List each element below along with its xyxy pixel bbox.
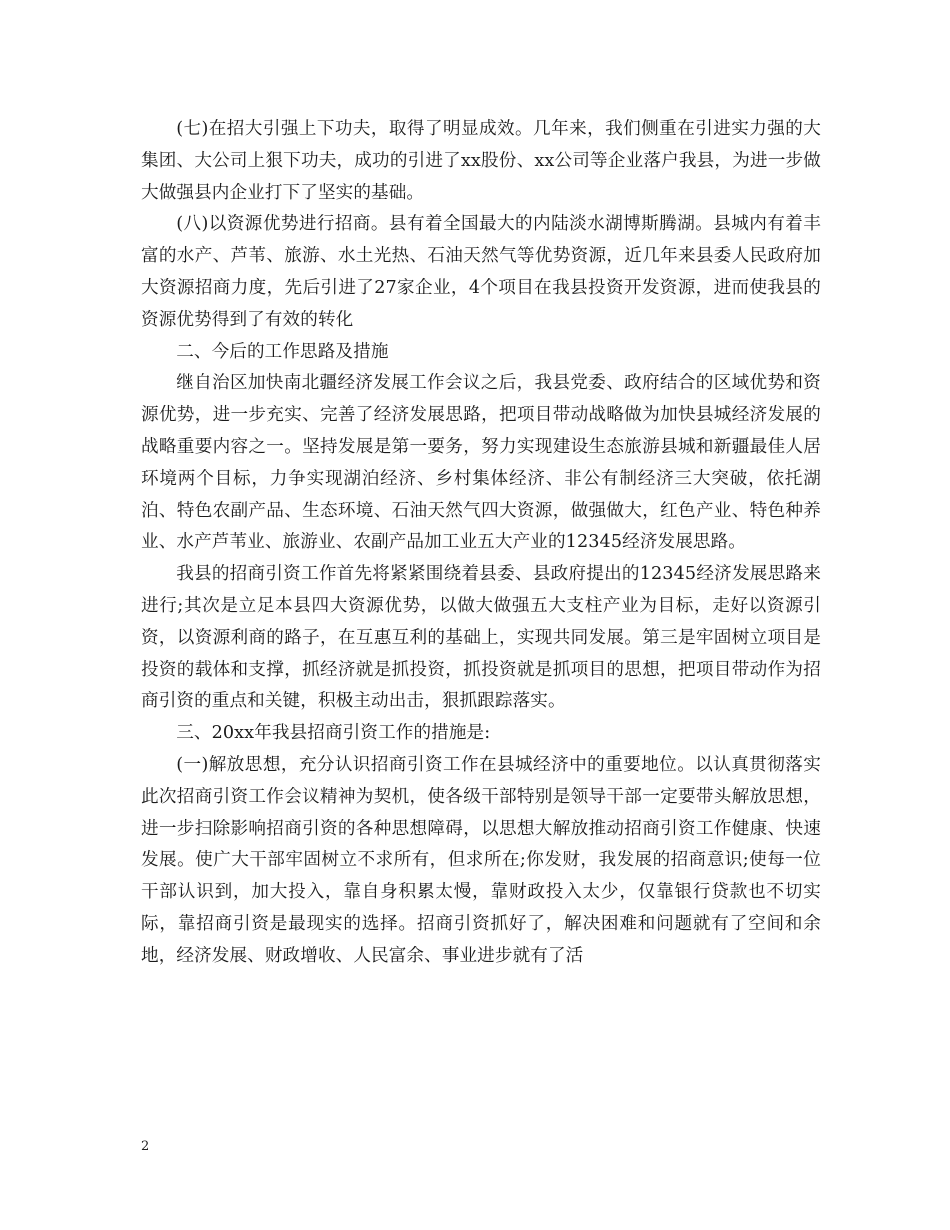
section-heading-measures: 三、20xx年我县招商引资工作的措施是: xyxy=(176,723,491,744)
section-heading-future-work: 二、今后的工作思路及措施 xyxy=(176,341,389,362)
paragraph-investment-approach: 我县的招商引资工作首先将紧紧围绕着县委、县政府提出的12345经济发展思路来进行;其次是立足本县四大资源优势，以做大做强五大支柱产业为目标，走好以资源引资，以资源利商的路子，在互惠互利的基础上，实现共同发展。第三是牢固树立项目是投资的载体和支撑，抓经济就是抓投资，抓投资就是抓项目的思想，把项目带动作为招商引资的重点和关键，积极主动出击，狠抓跟踪落实。 xyxy=(141,564,821,712)
document-body xyxy=(141,114,821,973)
paragraph-7-big-investment: (七)在招大引强上下功夫，取得了明显成效。几年来，我们侧重在引进实力强的大集团、大公司上狠下功夫，成功的引进了xx股份、xx公司等企业落户我县，为进一步做大做强县内企业打下了坚实的基础。 xyxy=(141,119,821,203)
paragraph-development-strategy: 继自治区加快南北疆经济发展工作会议之后，我县党委、政府结合的区域优势和资源优势，进一步充实、完善了经济发展思路，把项目带动战略做为加快县城经济发展的战略重要内容之一。坚持发展是第一要务，努力实现建设生态旅游县城和新疆最佳人居环境两个目标，力争实现湖泊经济、乡村集体经济、非公有制经济三大突破，依托湖泊、特色农副产品、生态环境、石油天然气四大资源，做强做大，红色产业、特色种养业、水产芦苇业、旅游业、农副产品加工业五大产业的12345经济发展思路。 xyxy=(141,373,821,553)
page-number: 2 xyxy=(141,1139,150,1154)
paragraph-8-resource-advantage: (八)以资源优势进行招商。县有着全国最大的内陆淡水湖博斯腾湖。县城内有着丰富的水产、芦苇、旅游、水土光热、石油天然气等优势资源，近几年来县委人民政府加大资源招商力度，先后引进了27家企业，4个项目在我县投资开发资源，进而使我县的资源优势得到了有效的转化 xyxy=(141,214,821,330)
paragraph-1-emancipate-mind: (一)解放思想，充分认识招商引资工作在县城经济中的重要地位。以认真贯彻落实此次招商引资工作会议精神为契机，使各级干部特别是领导干部一定要带头解放思想，进一步扫除影响招商引资的各种思想障碍，以思想大解放推动招商引资工作健康、快速发展。使广大干部牢固树立不求所有，但求所在;你发财，我发展的招商意识;使每一位干部认识到，加大投入，靠自身积累太慢，靠财政投入太少，仅靠银行贷款也不切实际，靠招商引资是最现实的选择。招商引资抓好了，解决困难和问题就有了空间和余地，经济发展、财政增收、人民富余、事业进步就有了活 xyxy=(141,754,821,966)
